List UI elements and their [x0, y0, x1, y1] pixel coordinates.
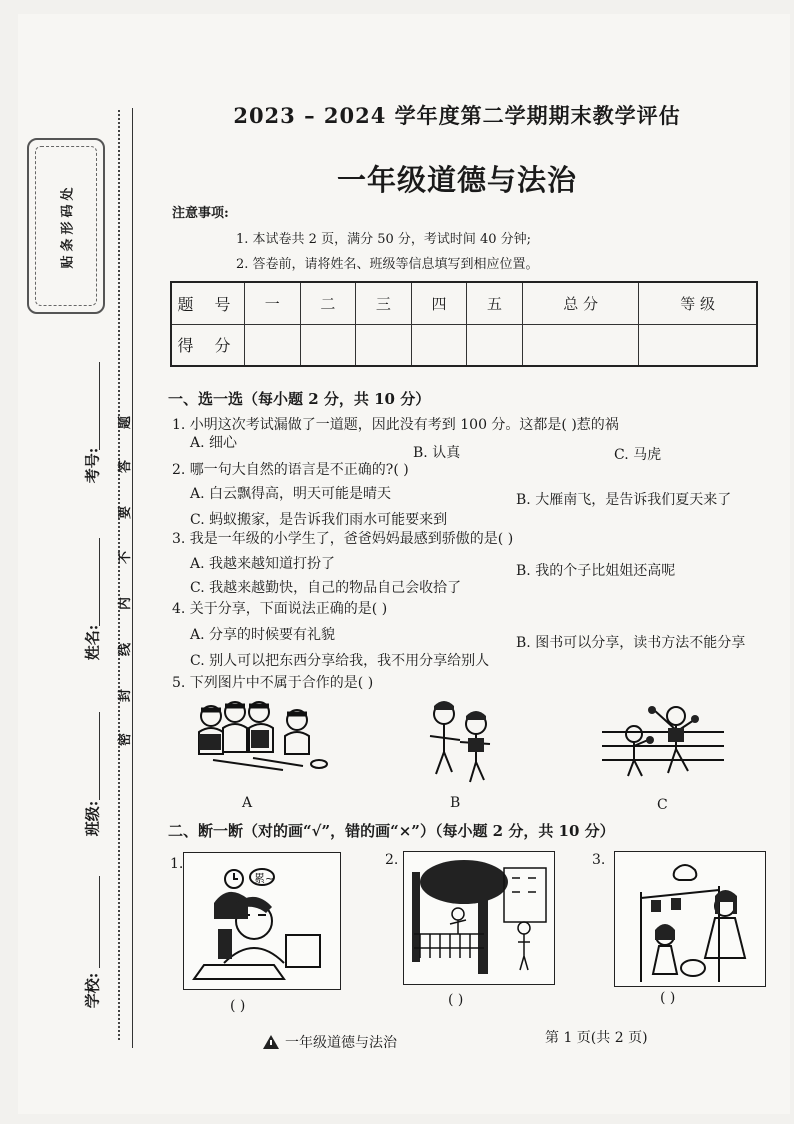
answer-blank-1[interactable]: ( )	[230, 998, 246, 1014]
exam-number-label: 考号:	[83, 447, 102, 484]
q3-option-a[interactable]: A. 我越来越知道打扮了	[190, 556, 336, 572]
section-2-item-number: 1.	[170, 856, 184, 872]
barcode-label: 贴条形码处	[60, 183, 76, 269]
answer-blank-2[interactable]: ( )	[448, 992, 464, 1008]
q1-option-a[interactable]: A. 细心	[190, 435, 238, 451]
q2-option-a[interactable]: A. 白云飘得高，明天可能是晴天	[190, 486, 392, 502]
section-2-picture-3	[614, 851, 766, 987]
exam-number-field[interactable]	[99, 362, 100, 450]
section-1-title: 一、选一选（每小题 2 分，共 10 分）	[168, 390, 431, 408]
section-2-picture-2	[403, 851, 555, 985]
q1-option-b[interactable]: B. 认真	[413, 445, 461, 461]
score-header-cell: 四	[411, 282, 467, 324]
score-cell[interactable]	[245, 324, 301, 366]
name-label: 姓名:	[83, 624, 102, 661]
score-header-cell: 等 级	[639, 282, 757, 324]
score-cell[interactable]	[522, 324, 639, 366]
exam-title: 2023 – 2024 学年度第二学期期末教学评估	[233, 103, 681, 128]
notice-item: 1. 本试卷共 2 页，满分 50 分，考试时间 40 分钟;	[236, 232, 532, 247]
q5-option-a[interactable]: A	[242, 795, 253, 811]
q4-option-a[interactable]: A. 分享的时候要有礼貌	[190, 627, 336, 643]
score-cell[interactable]	[356, 324, 412, 366]
q5-picture-c	[602, 700, 726, 778]
footer-subject: 一年级道德与法治	[285, 1035, 397, 1051]
q2-option-c[interactable]: C. 蚂蚁搬家，是告诉我们雨水可能要来到	[190, 512, 448, 528]
seal-char: 密	[118, 732, 134, 747]
q5-picture-b	[420, 698, 500, 788]
q5-option-c[interactable]: C	[657, 797, 668, 813]
score-header-cell: 二	[300, 282, 356, 324]
speech-bubble-text: 累~	[254, 872, 275, 885]
seal-char: 要	[118, 505, 134, 520]
q1-option-c[interactable]: C. 马虎	[614, 447, 662, 463]
q3-option-c[interactable]: C. 我越来越勤快，自己的物品自己会收拾了	[190, 580, 462, 596]
question-2-stem: 2. 哪一句大自然的语言是不正确的?( )	[172, 462, 409, 478]
seal-char: 内	[118, 596, 134, 611]
score-header-cell: 五	[467, 282, 523, 324]
q5-option-b[interactable]: B	[450, 795, 461, 811]
school-field[interactable]	[99, 876, 100, 968]
seal-char: 线	[118, 642, 134, 657]
question-5-stem: 5. 下列图片中不属于合作的是( )	[172, 675, 374, 691]
q2-option-b[interactable]: B. 大雁南飞，是告诉我们夏天来了	[516, 492, 732, 508]
question-1-stem: 1. 小明这次考试漏做了一道题，因此没有考到 100 分。这都是( )惹的祸	[172, 417, 619, 433]
question-3-stem: 3. 我是一年级的小学生了，爸爸妈妈最感到骄傲的是( )	[172, 531, 514, 547]
seal-char: 答	[118, 459, 134, 474]
score-cell[interactable]	[639, 324, 757, 366]
score-table-header-row	[171, 282, 757, 324]
score-cell[interactable]	[411, 324, 467, 366]
class-label: 班级:	[83, 800, 102, 837]
section-2-picture-1	[183, 852, 341, 990]
section-2-title: 二、断一断（对的画“√”，错的画“×”）（每小题 2 分，共 10 分）	[168, 822, 615, 840]
question-4-stem: 4. 关于分享，下面说法正确的是( )	[172, 601, 388, 617]
seal-char: 题	[118, 415, 134, 430]
notice-item: 2. 答卷前，请将姓名、班级等信息填写到相应位置。	[236, 257, 539, 272]
score-table	[170, 281, 758, 367]
notice-heading: 注意事项:	[172, 206, 229, 221]
section-2-item-number: 3.	[592, 852, 606, 868]
score-header-cell: 一	[245, 282, 301, 324]
q3-option-b[interactable]: B. 我的个子比姐姐还高呢	[516, 563, 676, 579]
q4-option-b[interactable]: B. 图书可以分享，读书方法不能分享	[516, 635, 746, 651]
binding-solid-line	[132, 108, 133, 1048]
q5-picture-a	[193, 696, 333, 776]
score-row-label: 得 分	[171, 324, 245, 366]
footer-page-number: 第 1 页(共 2 页)	[545, 1030, 648, 1046]
subject-title: 一年级道德与法治	[336, 163, 577, 197]
score-header-cell: 总 分	[522, 282, 639, 324]
section-2-item-number: 2.	[385, 852, 399, 868]
class-field[interactable]	[99, 712, 100, 800]
score-cell[interactable]	[467, 324, 523, 366]
score-table-score-row	[171, 324, 757, 366]
binding-dotted-line	[118, 110, 120, 1040]
answer-blank-3[interactable]: ( )	[660, 990, 676, 1006]
seal-char: 封	[118, 688, 134, 703]
score-cell[interactable]	[300, 324, 356, 366]
warning-triangle-icon	[262, 1034, 280, 1050]
score-header-cell: 三	[356, 282, 412, 324]
seal-char: 不	[118, 550, 134, 565]
score-header-cell: 题 号	[171, 282, 245, 324]
name-field[interactable]	[99, 538, 100, 626]
school-label: 学校:	[83, 972, 102, 1009]
q4-option-c[interactable]: C. 别人可以把东西分享给我，我不用分享给别人	[190, 653, 490, 669]
